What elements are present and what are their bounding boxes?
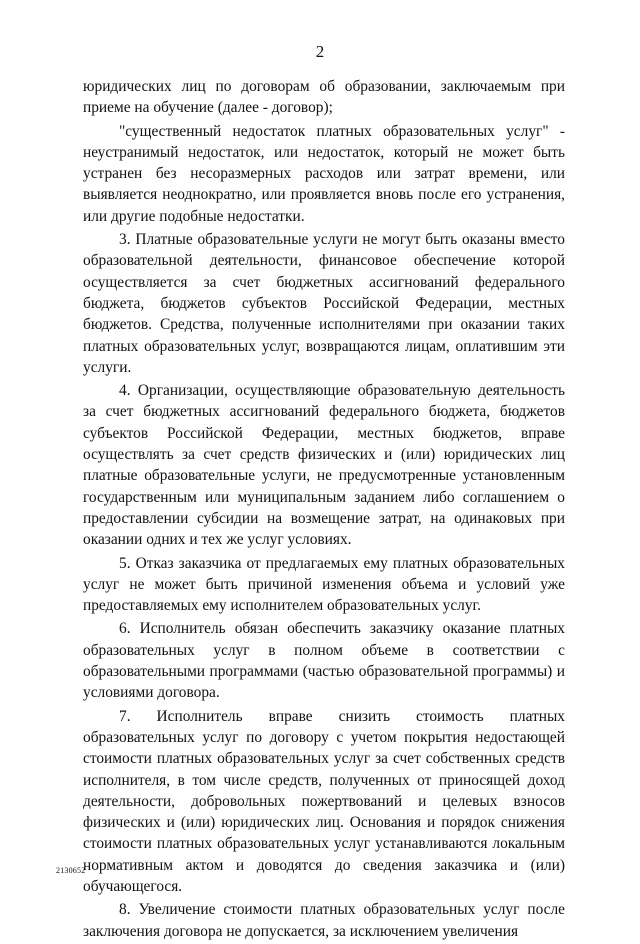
document-body <box>83 76 565 944</box>
paragraph-5: 5. Отказ заказчика от предлагаемых ему платных образовательных услуг не может быть причиной изменения объема и условий уже предоставляемых ему исполнителем образовательных услуг. <box>83 554 565 615</box>
paragraph-definition-defect: "существенный недостаток платных образовательных услуг" - неустранимый недостаток, или недостаток, который не может быть устранен без несоразмерных расходов или затрат времени, или выявляется неоднократно, или проявляется вновь после его устранения, или другие подобные недостатки. <box>83 122 565 225</box>
paragraph-8: 8. Увеличение стоимости платных образовательных услуг после заключения договора не допускается, за исключением увеличения <box>83 901 565 940</box>
page-number: 2 <box>315 42 325 61</box>
paragraph-3: 3. Платные образовательные услуги не могут быть оказаны вместо образовательной деятельности, финансовое обеспечение которой осуществляется за счет бюджетных ассигнований федерального бюджета, бюджетов субъектов Российской Федерации, местных бюджетов. Средства, полученные исполнителями при оказании таких платных образовательных услуг, возвращаются лицам, оплатившим эти услуги. <box>83 231 565 376</box>
document-code: 2130652 <box>56 866 86 875</box>
paragraph-7: 7. Исполнитель вправе снизить стоимость платных образовательных услуг по договору с учетом покрытия недостающей стоимости платных образовательных услуг за счет собственных средств исполнителя, в том числе средств, полученных от приносящей доход деятельности, добровольных пожертвований и целевых взносов физических и (или) юридических лиц. Основания и порядок снижения стоимости платных образовательных услуг устанавливаются локальным нормативным актом и доводятся до сведения заказчика и (или) обучающегося. <box>83 707 565 895</box>
paragraph-4: 4. Организации, осуществляющие образовательную деятельность за счет бюджетных ассигнований федерального бюджета, бюджетов субъектов Российской Федерации, местных бюджетов, вправе осуществлять за счет средств физических и (или) юридических лиц платные образовательные услуги, не предусмотренные установленным государственным или муниципальным заданием либо соглашением о предоставлении субсидии на возмещение затрат, на одинаковых при оказании одних и тех же услуг условиях. <box>83 382 565 549</box>
paragraph-continuation: юридических лиц по договорам об образовании, заключаемым при приеме на обучение (далее - договор); <box>83 78 565 117</box>
paragraph-6: 6. Исполнитель обязан обеспечить заказчику оказание платных образовательных услуг в полном объеме в соответствии с образовательными программами (частью образовательной программы) и условиями договора. <box>83 620 565 702</box>
